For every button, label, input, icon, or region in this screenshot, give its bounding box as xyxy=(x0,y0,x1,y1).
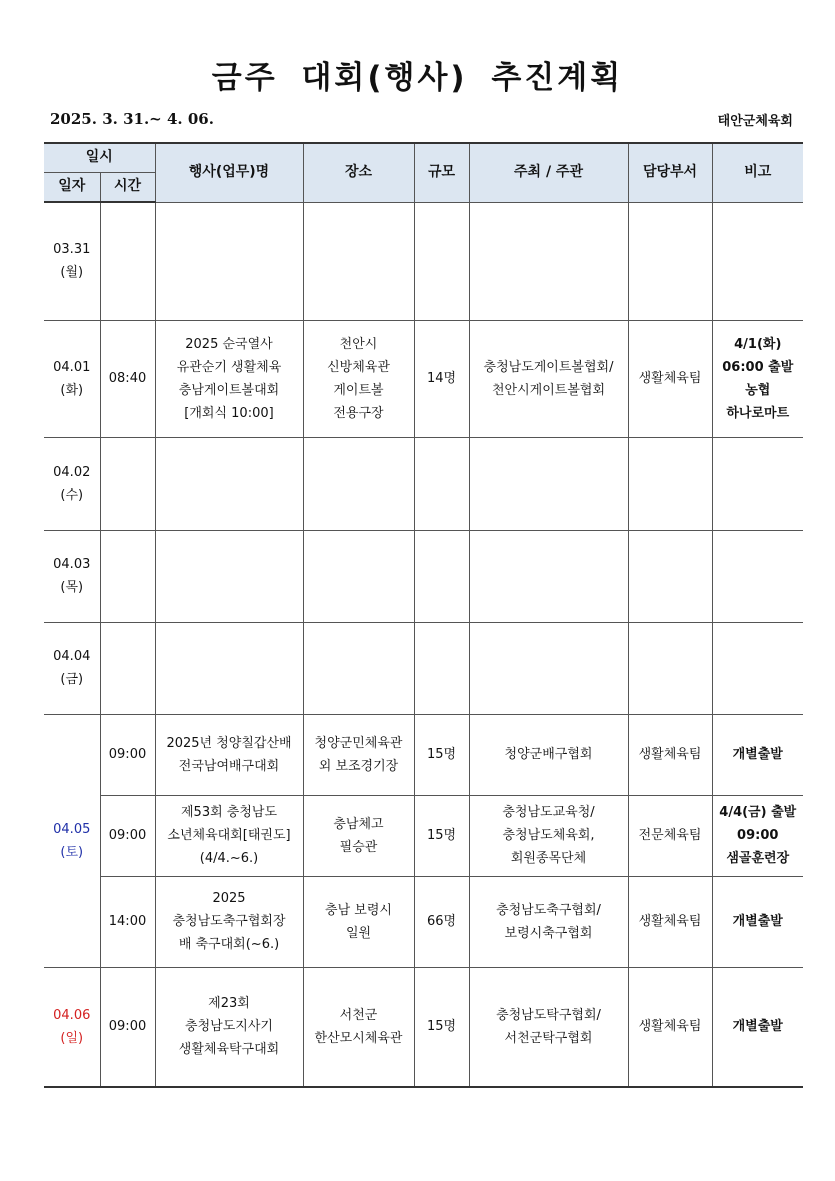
event-department: 생활체육팀 xyxy=(628,876,712,967)
event-name-line: 제53회 충청남도 xyxy=(180,805,278,820)
event-name-line: 충청남도축구협회장 xyxy=(172,914,286,929)
remarks-line: 06:00 출발 xyxy=(722,359,794,375)
empty-cell xyxy=(628,437,712,530)
venue-line: 신방체육관 xyxy=(327,359,390,375)
empty-cell xyxy=(712,202,803,320)
venue-line: 외 보조경기장 xyxy=(318,758,399,774)
empty-cell xyxy=(469,437,628,530)
event-time: 14:00 xyxy=(100,876,155,967)
table-row xyxy=(44,320,803,437)
day-date: 04.05 xyxy=(53,821,91,837)
event-time: 08:40 xyxy=(100,320,155,437)
day-cell xyxy=(44,714,100,967)
table-row xyxy=(44,622,803,714)
header-department: 담당부서 xyxy=(628,143,712,202)
header-datetime: 일시 xyxy=(44,143,155,172)
table-row xyxy=(44,530,803,622)
organization-name: 태안군체육회 xyxy=(717,114,793,129)
event-name-line: 제23회 xyxy=(208,996,250,1012)
empty-cell xyxy=(155,622,303,714)
event-name-line: 2025년 청양칠갑산배 xyxy=(166,735,292,751)
event-name-line: 유관순기 생활체육 xyxy=(176,359,282,375)
empty-cell xyxy=(303,622,414,714)
empty-cell xyxy=(414,622,469,714)
event-plan-table xyxy=(44,142,803,1088)
day-date: 04.06 xyxy=(53,1007,91,1023)
day-date: 04.04 xyxy=(53,649,91,664)
venue-line: 전용구장 xyxy=(333,405,384,421)
host-line: 서천군탁구협회 xyxy=(504,1030,593,1046)
remarks-line: 개별출발 xyxy=(732,914,783,929)
day-cell xyxy=(44,622,100,714)
empty-cell xyxy=(628,202,712,320)
event-department: 생활체육팀 xyxy=(628,714,712,795)
event-remarks xyxy=(712,714,803,795)
venue-line: 충남 보령시 xyxy=(325,902,392,918)
table-row xyxy=(44,795,803,876)
event-remarks xyxy=(712,967,803,1087)
event-name-line: 배 축구대회(~6.) xyxy=(178,937,280,952)
empty-cell xyxy=(100,622,155,714)
table-row xyxy=(44,202,803,320)
empty-cell xyxy=(303,530,414,622)
empty-cell xyxy=(414,530,469,622)
venue-line: 천안시 xyxy=(339,336,378,352)
host-line: 충청남도체육회, xyxy=(502,828,595,843)
event-host xyxy=(469,714,628,795)
event-name-line: 충청남도지사기 xyxy=(185,1019,273,1035)
host-line: 충청남도게이트볼협회/ xyxy=(483,359,614,375)
empty-cell xyxy=(628,622,712,714)
event-host xyxy=(469,320,628,437)
empty-cell xyxy=(303,437,414,530)
day-cell xyxy=(44,320,100,437)
event-scale: 15명 xyxy=(414,795,469,876)
day-cell xyxy=(44,202,100,320)
day-cell xyxy=(44,437,100,530)
empty-cell xyxy=(155,437,303,530)
event-name-line: (4/4.~6.) xyxy=(199,851,259,866)
day-weekday: (수) xyxy=(60,487,84,503)
host-line: 청양군배구협회 xyxy=(504,747,593,762)
event-scale: 15명 xyxy=(414,714,469,795)
host-line: 충청남도탁구협회/ xyxy=(496,1007,601,1023)
event-name xyxy=(155,876,303,967)
host-line: 충청남도축구협회/ xyxy=(496,902,601,918)
table-row xyxy=(44,876,803,967)
event-venue xyxy=(303,714,414,795)
venue-line: 게이트볼 xyxy=(333,382,384,398)
empty-cell xyxy=(100,437,155,530)
day-weekday: (일) xyxy=(60,1030,84,1046)
host-line: 보령시축구협회 xyxy=(504,925,593,941)
header-remarks: 비고 xyxy=(712,143,803,202)
empty-cell xyxy=(100,530,155,622)
event-remarks xyxy=(712,876,803,967)
event-host xyxy=(469,967,628,1087)
day-weekday: (금) xyxy=(60,672,84,687)
event-name-line: 2025 xyxy=(212,891,246,906)
event-department: 전문체육팀 xyxy=(628,795,712,876)
event-name-line: 전국남여배구대회 xyxy=(178,758,280,774)
empty-cell xyxy=(155,530,303,622)
remarks-line: 4/1(화) xyxy=(734,336,782,352)
table-row xyxy=(44,714,803,795)
header-time: 시간 xyxy=(100,172,155,202)
event-venue xyxy=(303,876,414,967)
header-event: 행사(업무)명 xyxy=(155,143,303,202)
event-scale: 14명 xyxy=(414,320,469,437)
day-cell xyxy=(44,530,100,622)
day-cell xyxy=(44,967,100,1087)
header-venue: 장소 xyxy=(303,143,414,202)
venue-line: 일원 xyxy=(345,925,372,941)
header-scale: 규모 xyxy=(414,143,469,202)
empty-cell xyxy=(712,530,803,622)
event-venue xyxy=(303,320,414,437)
venue-line: 필승관 xyxy=(339,839,378,855)
event-name-line: [개회식 10:00] xyxy=(184,405,274,421)
empty-cell xyxy=(155,202,303,320)
venue-line: 청양군민체육관 xyxy=(314,735,403,751)
event-remarks xyxy=(712,320,803,437)
table-row xyxy=(44,967,803,1087)
event-name-line: 소년체육대회[태권도] xyxy=(167,828,291,843)
empty-cell xyxy=(100,202,155,320)
empty-cell xyxy=(712,622,803,714)
host-line: 천안시게이트볼협회 xyxy=(491,382,606,398)
day-date: 03.31 xyxy=(53,242,91,258)
event-name-line: 2025 순국열사 xyxy=(185,336,273,352)
event-remarks xyxy=(712,795,803,876)
day-date: 04.02 xyxy=(53,464,91,480)
event-time: 09:00 xyxy=(100,714,155,795)
event-host xyxy=(469,876,628,967)
empty-cell xyxy=(469,202,628,320)
empty-cell xyxy=(712,437,803,530)
event-name-line: 생활체육탁구대회 xyxy=(178,1042,280,1058)
day-weekday: (목) xyxy=(60,580,84,595)
remarks-line: 개별출발 xyxy=(732,747,783,762)
event-venue xyxy=(303,795,414,876)
header-host: 주최 / 주관 xyxy=(469,143,628,202)
venue-line: 한산모시체육관 xyxy=(314,1030,403,1046)
event-name xyxy=(155,967,303,1087)
venue-line: 서천군 xyxy=(339,1007,378,1023)
event-department: 생활체육팀 xyxy=(628,320,712,437)
empty-cell xyxy=(414,437,469,530)
day-date: 04.01 xyxy=(53,359,91,375)
event-scale: 66명 xyxy=(414,876,469,967)
empty-cell xyxy=(469,530,628,622)
day-weekday: (화) xyxy=(60,382,84,398)
venue-line: 충남체고 xyxy=(333,816,384,832)
event-venue xyxy=(303,967,414,1087)
event-host xyxy=(469,795,628,876)
day-date: 04.03 xyxy=(53,557,91,572)
remarks-line: 하나로마트 xyxy=(726,405,790,421)
event-time: 09:00 xyxy=(100,795,155,876)
remarks-line: 농협 xyxy=(745,382,771,398)
header-date: 일자 xyxy=(44,172,100,202)
remarks-line: 샘골훈련장 xyxy=(726,851,790,866)
remarks-line: 개별출발 xyxy=(732,1019,783,1035)
host-line: 충청남도교육청/ xyxy=(502,805,595,820)
empty-cell xyxy=(303,202,414,320)
event-department: 생활체육팀 xyxy=(628,967,712,1087)
event-name xyxy=(155,795,303,876)
event-scale: 15명 xyxy=(414,967,469,1087)
host-line: 회원종목단체 xyxy=(510,851,587,866)
remarks-line: 09:00 xyxy=(737,828,779,843)
empty-cell xyxy=(414,202,469,320)
empty-cell xyxy=(628,530,712,622)
event-name-line: 충남게이트볼대회 xyxy=(178,382,280,398)
page-title: 금주 대회(행사) 추진계획 xyxy=(211,60,624,96)
day-weekday: (토) xyxy=(60,844,84,860)
table-row xyxy=(44,437,803,530)
remarks-line: 4/4(금) 출발 xyxy=(719,805,797,820)
period-date: 2025. 3. 31.~ 4. 06. xyxy=(50,110,214,128)
empty-cell xyxy=(469,622,628,714)
event-time: 09:00 xyxy=(100,967,155,1087)
day-weekday: (월) xyxy=(60,265,84,281)
event-name xyxy=(155,714,303,795)
event-name xyxy=(155,320,303,437)
